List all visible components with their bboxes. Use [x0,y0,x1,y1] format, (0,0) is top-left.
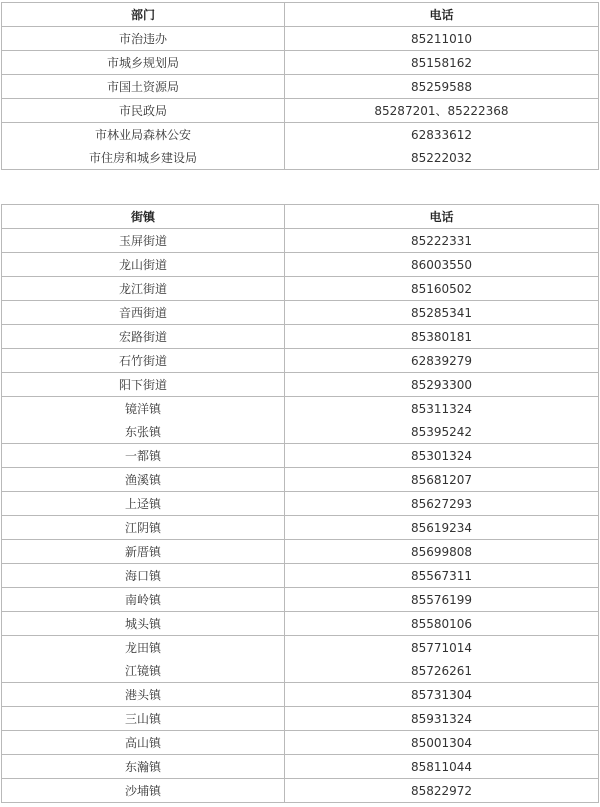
street-name: 玉屏街道 [2,229,285,253]
department-phone-table [1,2,599,170]
street-phone: 85001304 [285,731,599,755]
department-phone: 85287201、85222368 [285,99,599,123]
table-row [2,636,599,660]
street-name: 江阴镇 [2,516,285,540]
table-row [2,75,599,99]
street-phone: 85822972 [285,779,599,803]
table-row [2,779,599,803]
table-row [2,373,599,397]
street-name: 上迳镇 [2,492,285,516]
street-phone: 85811044 [285,755,599,779]
street-name: 城头镇 [2,612,285,636]
column-header-phone: 电话 [285,3,599,27]
street-name: 新厝镇 [2,540,285,564]
table-header-row [2,205,599,229]
street-phone: 85285341 [285,301,599,325]
street-phone: 85627293 [285,492,599,516]
department-name: 市城乡规划局 [2,51,285,75]
table-row [2,301,599,325]
column-header-phone: 电话 [285,205,599,229]
street-name: 龙江街道 [2,277,285,301]
street-phone: 85311324 [285,397,599,421]
street-name: 江镜镇 [2,659,285,683]
table-row [2,420,599,444]
table-row [2,612,599,636]
department-phone: 85222032 [285,146,599,170]
street-phone: 85931324 [285,707,599,731]
table-row [2,707,599,731]
table-row [2,540,599,564]
column-header-street: 街镇 [2,205,285,229]
street-name: 东张镇 [2,420,285,444]
department-phone: 85259588 [285,75,599,99]
street-phone: 85293300 [285,373,599,397]
table-row [2,27,599,51]
street-name: 一都镇 [2,444,285,468]
street-phone: 85726261 [285,659,599,683]
street-phone: 85699808 [285,540,599,564]
table-row [2,229,599,253]
street-name: 音西街道 [2,301,285,325]
street-phone: 85395242 [285,420,599,444]
street-phone: 85160502 [285,277,599,301]
department-name: 市住房和城乡建设局 [2,146,285,170]
street-phone: 62839279 [285,349,599,373]
department-name: 市国土资源局 [2,75,285,99]
street-name: 沙埔镇 [2,779,285,803]
table-row [2,277,599,301]
street-phone: 85731304 [285,683,599,707]
street-name: 镜洋镇 [2,397,285,421]
table-header-row [2,3,599,27]
street-name: 海口镇 [2,564,285,588]
department-name: 市林业局森林公安 [2,123,285,147]
street-phone: 85619234 [285,516,599,540]
table-row [2,349,599,373]
department-name: 市民政局 [2,99,285,123]
street-name: 三山镇 [2,707,285,731]
street-phone: 85567311 [285,564,599,588]
column-header-department: 部门 [2,3,285,27]
street-name: 龙田镇 [2,636,285,660]
table-row [2,325,599,349]
table-row [2,755,599,779]
street-name: 渔溪镇 [2,468,285,492]
table-row [2,99,599,123]
street-phone: 85576199 [285,588,599,612]
street-name: 东瀚镇 [2,755,285,779]
table-row [2,683,599,707]
department-phone: 62833612 [285,123,599,147]
street-phone: 85580106 [285,612,599,636]
street-phone: 86003550 [285,253,599,277]
street-town-phone-table [1,204,599,803]
street-name: 宏路街道 [2,325,285,349]
table-row [2,146,599,170]
table-row [2,492,599,516]
street-name: 港头镇 [2,683,285,707]
street-name: 高山镇 [2,731,285,755]
table-row [2,516,599,540]
street-name: 南岭镇 [2,588,285,612]
street-phone: 85301324 [285,444,599,468]
table-row [2,468,599,492]
street-name: 石竹街道 [2,349,285,373]
table-row [2,731,599,755]
table-row [2,564,599,588]
table-row [2,397,599,421]
street-phone: 85380181 [285,325,599,349]
street-phone: 85771014 [285,636,599,660]
table-row [2,588,599,612]
table-row [2,123,599,147]
street-phone: 85222331 [285,229,599,253]
table-row [2,51,599,75]
street-name: 阳下街道 [2,373,285,397]
table-row [2,253,599,277]
street-name: 龙山街道 [2,253,285,277]
table-row [2,444,599,468]
street-phone: 85681207 [285,468,599,492]
department-phone: 85158162 [285,51,599,75]
department-phone: 85211010 [285,27,599,51]
table-row [2,659,599,683]
department-name: 市治违办 [2,27,285,51]
